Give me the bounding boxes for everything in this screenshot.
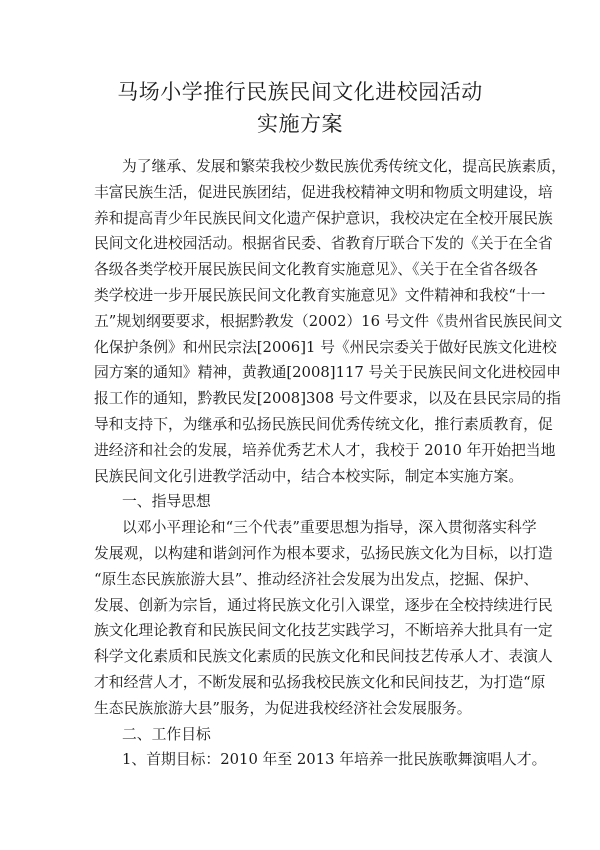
section1-line: 族文化理论教育和民族民间文化技艺实践学习，不断培养大批具有一定 [94,622,553,640]
intro-line: 园方案的通知》精神，黄教通[2008]117 号关于民族民间文化进校园申 [94,364,561,382]
intro-line: 五”规划纲要要求，根据黔教发（2002）16 号文件《贵州省民族民间文 [94,312,563,330]
intro-line: 导和支持下，为继承和弘扬民族民间优秀传统文化，推行素质教育，促 [94,415,553,433]
section1-line: 发展观，以构建和谐剑河作为根本要求，弘扬民族文化为目标，以打造 [94,544,553,562]
section1-line: 以邓小平理论和“三个代表”重要思想为指导，深入贯彻落实科学 [122,519,537,537]
title-line-1: 马场小学推行民族民间文化进校园活动 [117,80,483,104]
intro-line: 为了继承、发展和繁荣我校少数民族优秀传统文化，提高民族素质， [122,158,566,175]
intro-line: 报工作的通知，黔教民发[2008]308 号文件要求，以及在县民宗局的指 [94,390,561,408]
document-body [94,154,566,773]
section1-line: “原生态民族旅游大县”、推动经济社会发展为出发点，挖掘、保护、 [94,570,539,588]
intro-line: 进经济和社会的发展，培养优秀艺术人才，我校于 2010 年开始把当地 [94,441,556,459]
document-title [0,76,600,140]
section-heading-work-goals: 二、工作目标 [122,725,211,743]
section-heading-guiding-ideology: 一、指导思想 [122,493,211,511]
intro-line: 各级各类学校开展民族民间文化教育实施意见》、《关于在全省各级各 [94,261,538,279]
goal-item-1: 1、首期目标：2010 年至 2013 年培养一批民族歌舞演唱人才。 [122,751,547,769]
section1-line: 发展、创新为宗旨，通过将民族文化引入课堂，逐步在全校持续进行民 [94,596,553,614]
section1-line: 科学文化素质和民族文化素质的民族文化和民间技艺传承人才、表演人 [94,648,553,666]
section1-line: 生态民族旅游大县”服务，为促进我校经济社会发展服务。 [94,699,472,717]
intro-line: 民间文化进校园活动。根据省民委、省教育厅联合下发的《关于在全省 [94,235,553,253]
intro-line: 类学校进一步开展民族民间文化教育实施意见》文件精神和我校“十一 [94,286,546,304]
intro-line: 化保护条例》和州民宗法[2006]1 号《州民宗委关于做好民族文化进校 [94,338,557,356]
title-line-2: 实施方案 [257,112,343,136]
intro-line: 养和提高青少年民族民间文化遗产保护意识，我校决定在全校开展民族 [94,209,553,227]
intro-line: 民族民间文化引进教学活动中，结合本校实际，制定本实施方案。 [94,467,524,485]
section1-line: 才和经营人才，不断发展和弘扬我校民族文化和民间技艺，为打造“原 [94,673,546,691]
intro-line: 丰富民族生活，促进民族团结，促进我校精神文明和物质文明建设，培 [94,183,553,201]
